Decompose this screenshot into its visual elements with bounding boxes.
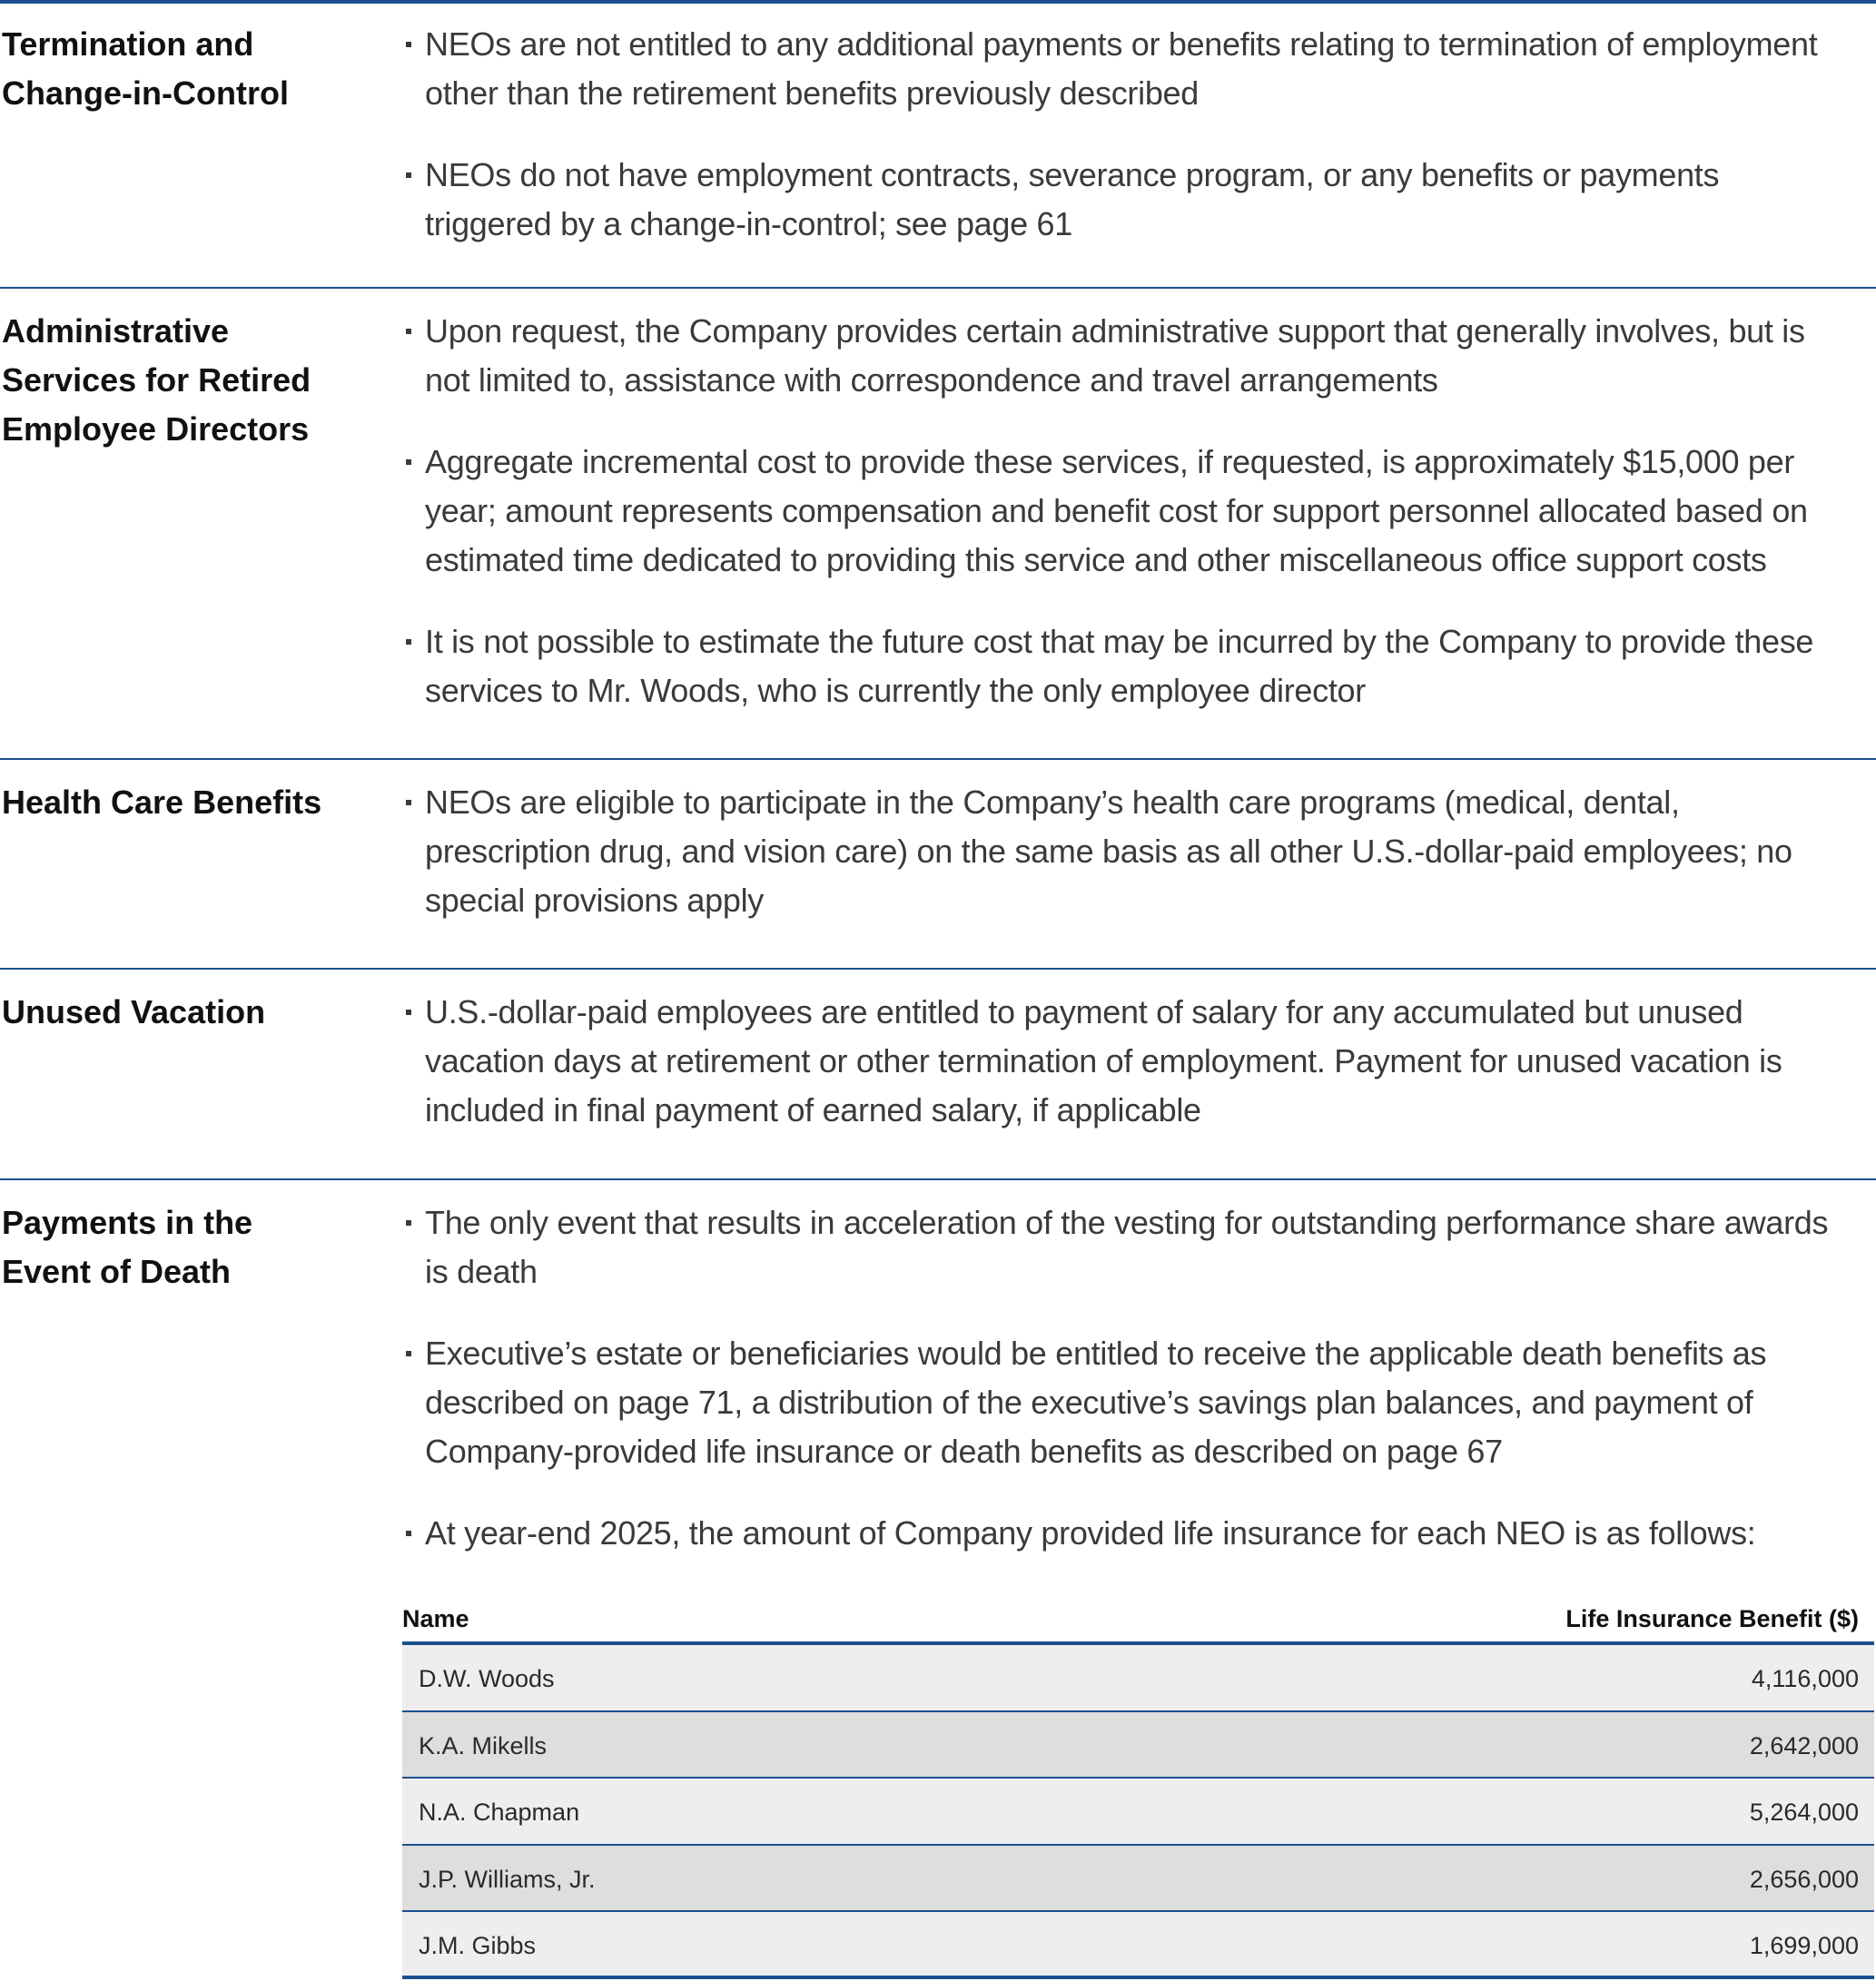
table-row <box>402 1645 1874 1712</box>
section-heading <box>2 20 365 118</box>
table-header <box>402 1594 1874 1645</box>
bullet-list <box>403 307 1838 715</box>
section-heading <box>2 778 365 827</box>
section-termination <box>0 2 1876 289</box>
bullet-item: It is not possible to estimate the future cost that may be incurred by the Company to provide these services to Mr. Woods, who is currently the only employee director <box>403 617 1838 715</box>
cell-name: J.M. Gibbs <box>419 1932 537 1959</box>
cell-benefit: 2,656,000 <box>1749 1865 1859 1893</box>
bullet-list <box>403 988 1838 1135</box>
cell-benefit: 4,116,000 <box>1751 1665 1859 1692</box>
section-administrative-services <box>0 289 1876 760</box>
life-insurance-table <box>402 1594 1874 1979</box>
section-heading <box>2 988 365 1037</box>
bullet-item: NEOs do not have employment contracts, severance program, or any benefits or payments triggered by a change-in-control; see page 61 <box>403 151 1838 249</box>
bullet-item: NEOs are not entitled to any additional payments or benefits relating to termination of employment other than the retirement benefits previously described <box>403 20 1838 118</box>
bullet-list <box>403 1198 1838 1558</box>
heading-line: Change-in-Control <box>2 74 289 112</box>
heading-line: Termination and <box>2 25 254 63</box>
bullet-list <box>403 778 1838 925</box>
heading-line: Employee Directors <box>2 410 310 448</box>
bullet-item: Aggregate incremental cost to provide these services, if requested, is approximately $15,000 per year; amount represents compensation and benefit cost for support personnel allocated based on estimated time dedicated to providing this service and other miscellaneous office support costs <box>403 438 1838 585</box>
table-row <box>402 1712 1874 1779</box>
heading-line: Services for Retired <box>2 361 311 399</box>
section-heading <box>2 307 365 454</box>
bullet-item: U.S.-dollar-paid employees are entitled to payment of salary for any accumulated but unused vacation days at retirement or other termination of employment. Payment for unused vacation is included in final payment of earned salary, if applicable <box>403 988 1838 1135</box>
bullet-item: Executive’s estate or beneficiaries would be entitled to receive the applicable death benefits as described on page 71, a distribution of the executive’s savings plan balances, and payment of Company-provided life insurance or death benefits as described on page 67 <box>403 1329 1838 1476</box>
table-row <box>402 1779 1874 1846</box>
cell-benefit: 5,264,000 <box>1749 1799 1859 1826</box>
section-health-care <box>0 760 1876 970</box>
cell-benefit: 2,642,000 <box>1749 1731 1859 1759</box>
cell-name: D.W. Woods <box>419 1665 555 1692</box>
heading-line: Payments in the <box>2 1204 253 1241</box>
heading-line: Health Care Benefits <box>2 784 322 821</box>
cell-name: N.A. Chapman <box>419 1799 580 1826</box>
column-header-name: Name <box>402 1605 469 1632</box>
cell-name: K.A. Mikells <box>419 1731 548 1759</box>
table-row <box>402 1912 1874 1979</box>
bullet-item: NEOs are eligible to participate in the Company’s health care programs (medical, dental, prescription drug, and vision care) on the same basis as all other U.S.-dollar-paid employees; no special provisions apply <box>403 778 1838 925</box>
bullet-list <box>403 20 1838 249</box>
heading-line: Event of Death <box>2 1253 232 1290</box>
heading-line: Unused Vacation <box>2 993 266 1030</box>
section-heading <box>2 1198 365 1296</box>
section-unused-vacation <box>0 970 1876 1180</box>
column-header-benefit: Life Insurance Benefit ($) <box>1565 1605 1859 1632</box>
table-body <box>402 1645 1874 1979</box>
bullet-item: The only event that results in acceleration of the vesting for outstanding performance share awards is death <box>403 1198 1838 1296</box>
bullet-item: At year-end 2025, the amount of Company provided life insurance for each NEO is as follows: <box>403 1509 1838 1558</box>
bullet-item: Upon request, the Company provides certain administrative support that generally involves, but is not limited to, assistance with correspondence and travel arrangements <box>403 307 1838 405</box>
table-row <box>402 1846 1874 1913</box>
cell-benefit: 1,699,000 <box>1749 1932 1859 1959</box>
cell-name: J.P. Williams, Jr. <box>419 1865 596 1893</box>
heading-line: Administrative <box>2 312 230 350</box>
